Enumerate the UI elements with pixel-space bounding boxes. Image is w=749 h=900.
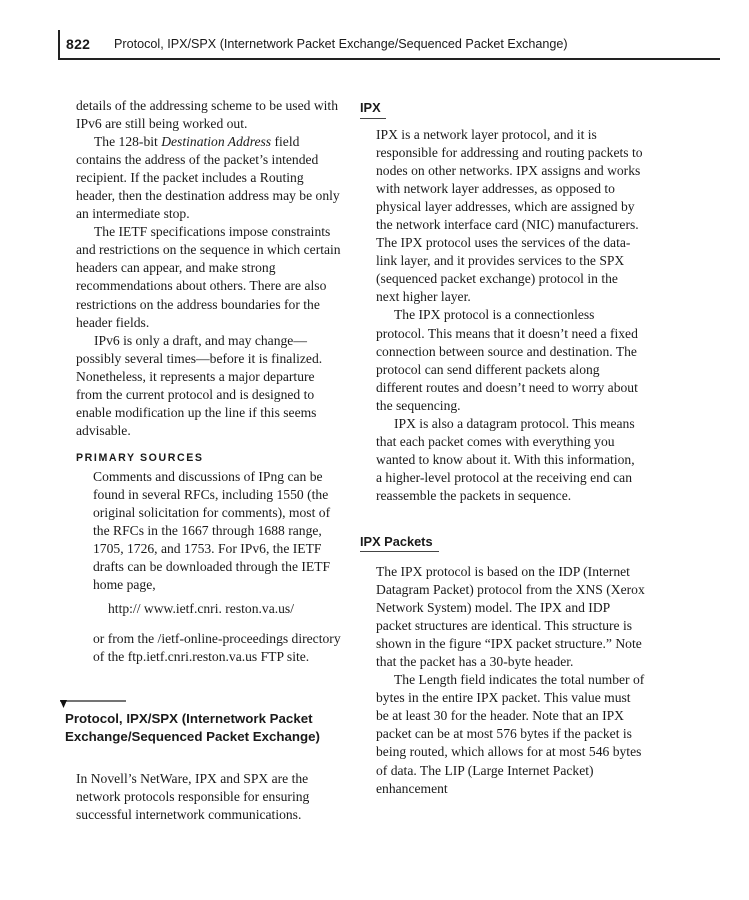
paragraph: details of the addressing scheme to be used with IPv6 are still being worked out. bbox=[76, 98, 338, 132]
paragraph: or from the /ietf-online-proceedings directory of the ftp.ietf.cnri.reston.va.us FTP site. bbox=[93, 631, 341, 665]
ipx-packets-body bbox=[376, 563, 646, 798]
paragraph: In Novell’s NetWare, IPX and SPX are the network protocols responsible for ensuring successful internetwork communications. bbox=[76, 771, 310, 823]
section-marker-icon bbox=[60, 700, 126, 710]
paragraph: Comments and discussions of IPng can be found in several RFCs, including 1550 (the original solicitation for comments), most of the RFCs in the 1667 through 1688 range, 1705, 1726, and 1753. For IPv6, the IETF drafts can be downloaded through the IETF home page, bbox=[93, 469, 331, 593]
left-column bbox=[76, 97, 344, 440]
section-heading: Protocol, IPX/SPX (Internetwork Packet Exchange/Sequenced Packet Exchange) bbox=[65, 711, 320, 745]
running-title: Protocol, IPX/SPX (Internetwork Packet Exchange/Sequenced Packet Exchange) bbox=[114, 37, 568, 51]
ipx-packets-heading: IPX Packets bbox=[360, 534, 433, 549]
ipx-heading: IPX bbox=[360, 100, 381, 115]
text-span: field contains the address of the packet’s intended recipient. If the packet includes a Routing header, then the destination address may be only an intermediate stop. bbox=[76, 134, 340, 222]
header-rule bbox=[58, 58, 720, 60]
primary-sources-continuation bbox=[93, 630, 349, 666]
italic-term: Destination Address bbox=[161, 134, 272, 150]
page-number: 822 bbox=[66, 36, 91, 52]
paragraph: IPX is a network layer protocol, and it is responsible for addressing and routing packets to nodes on other networks. IPX assigns and works with network layer addresses, as opposed to physical layer addresses, which are assigned by the network interface card (NIC) manufacturers. The IPX protocol uses the services of the data-link layer, and it provides services to the SPX (sequenced packet exchange) protocol in the next higher layer. bbox=[376, 127, 643, 305]
paragraph: IPv6 is only a draft, and may change—possibly several times—before it is finalized. Nonetheless, it represents a major departure from the current protocol and is designed to enable modification up the line if this seems advisable. bbox=[76, 332, 323, 438]
primary-sources-body bbox=[93, 468, 349, 594]
heading-underline bbox=[360, 551, 439, 552]
paragraph: The IETF specifications impose constraints and restrictions on the sequence in which certain headers can appear, and make strong recommendations about others. There are also restrictions on the address boundaries for the header fields. bbox=[76, 224, 341, 330]
url-text: http:// www.ietf.cnri. reston.va.us/ bbox=[108, 601, 294, 616]
paragraph: IPX is also a datagram protocol. This means that each packet comes with everything you wanted to know about it. With this information, a higher-level protocol at the receiving end can reassemble the packets in sequence. bbox=[376, 415, 635, 503]
text-span: The 128-bit bbox=[94, 134, 162, 150]
right-column bbox=[376, 126, 644, 505]
paragraph bbox=[76, 133, 344, 223]
primary-sources-heading: PRIMARY SOURCES bbox=[76, 452, 204, 464]
header-rule-vertical bbox=[58, 30, 60, 60]
paragraph: The IPX protocol is a connectionless protocol. This means that it doesn’t need a fixed connection between source and destination. The protocol can send different packets along different routes and doesn’t need to worry about the sequencing. bbox=[376, 307, 638, 413]
section-body bbox=[76, 770, 348, 824]
paragraph: The IPX protocol is based on the IDP (Internet Datagram Packet) protocol from the XNS (Xerox Network System) model. The IPX and IDP packet structures are identical. This structure is shown in the figure “IPX packet structure.” Note that the packet has a 30-byte header. bbox=[376, 564, 645, 670]
paragraph: The Length field indicates the total number of bytes in the entire IPX packet. This value must be at least 30 for the header. Note that an IPX packet can be at most 576 bytes if the packet is being routed, which allows for at most 546 bytes of data. The LIP (Large Internet Packet) enhancement bbox=[376, 672, 645, 796]
heading-underline bbox=[360, 118, 386, 119]
